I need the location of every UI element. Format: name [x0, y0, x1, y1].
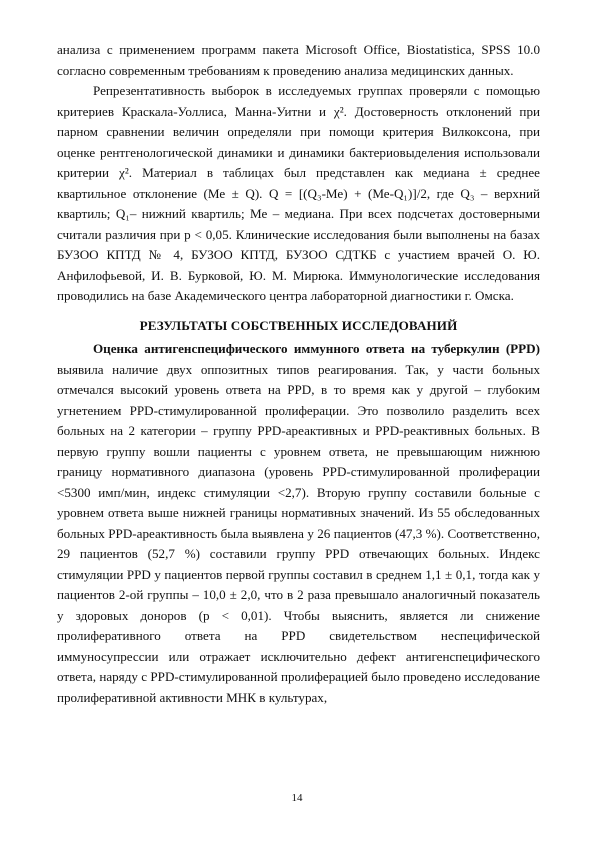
section-heading-results: РЕЗУЛЬТАТЫ СОБСТВЕННЫХ ИССЛЕДОВАНИЙ: [139, 317, 458, 333]
page-number: 14: [291, 792, 303, 804]
paragraph-statistics-methods: Репрезентативность выборок в исследуемых группах проверяли с помощью критериев Краскала-Уоллиса, Манна-Уитни и χ². Достоверность отклонений при парном сравнении величин определяли при помощи критерия Вилкоксона, при оценке рентгенологической динамики и динамики бактериовыделения использовали критерии χ². Материал в таблицах был представлен как медиана ± среднее квартильное отклонение (Ме ± Q). Q = [(Q₃-Ме) + (Ме-Q₁)]/2, где Q₃ – верхний квартиль; Q₁– нижний квартиль; Ме – медиана. При всех подсчетах достоверными считали различия при p < 0,05. Клинические исследования были выполнены на базах БУЗОО КПТД № 4, БУЗОО КПТД, БУЗОО СДТКБ с участием врачей О. Ю. Анфилофьевой, И. В. Бурковой, Ю. М. Мирюка. Иммунологические исследования проводились на базе Академического центра лабораторной диагностики г. Омска.: [57, 83, 540, 303]
ppd-response-lead-bold: Оценка антигенспецифического иммунного ответа на туберкулин (PPD): [93, 341, 540, 356]
paragraph-data-analysis: анализа с применением программ пакета Microsoft Office, Biostatistica, SPSS 10.0 согласно современным требованиям к проведению анализа медицинских данных.: [57, 42, 540, 78]
paragraph-ppd-response: [57, 339, 540, 708]
document-page: [57, 40, 540, 708]
ppd-response-text: выявила наличие двух оппозитных типов реагирования. Так, у части больных отмечался высокий уровень ответа на PPD, в то время как у другой – глубоким угнетением PPD-стимулированной пролиферации. Это позволило разделить всех больных на 2 категории – группу PPD-ареактивных и PPD-реактивных больных. В первую группу вошли пациенты с уровнем ответа, не превышающим нижнюю границу нормативного диапазона (уровень PPD-стимулированной пролиферации <5300 имп/мин, индекс стимуляции <2,7). Вторую группу составили больные с уровнем ответа выше нижней границы нормативных значений. Из 55 обследованных больных PPD-ареактивность была выявлена у 26 пациентов (47,3 %). Соответственно, 29 пациентов (52,7 %) составили группу PPD отвечающих больных. Индекс стимуляции PPD у пациентов первой группы составил в среднем 1,1 ± 0,1, тогда как у пациентов 2-ой группы – 10,0 ± 2,0, что в 2 раза превышало аналогичный показатель у здоровых доноров (p < 0,01). Чтобы выяснить, является ли снижение пролиферативного ответа на PPD свидетельством неспецифической иммуносупрессии или отражает исключительно дефект антигенспецифического ответа, наряду с PPD-стимулированной пролиферацией было проведено исследование пролиферативной активности МНК в культурах,: [57, 361, 540, 705]
